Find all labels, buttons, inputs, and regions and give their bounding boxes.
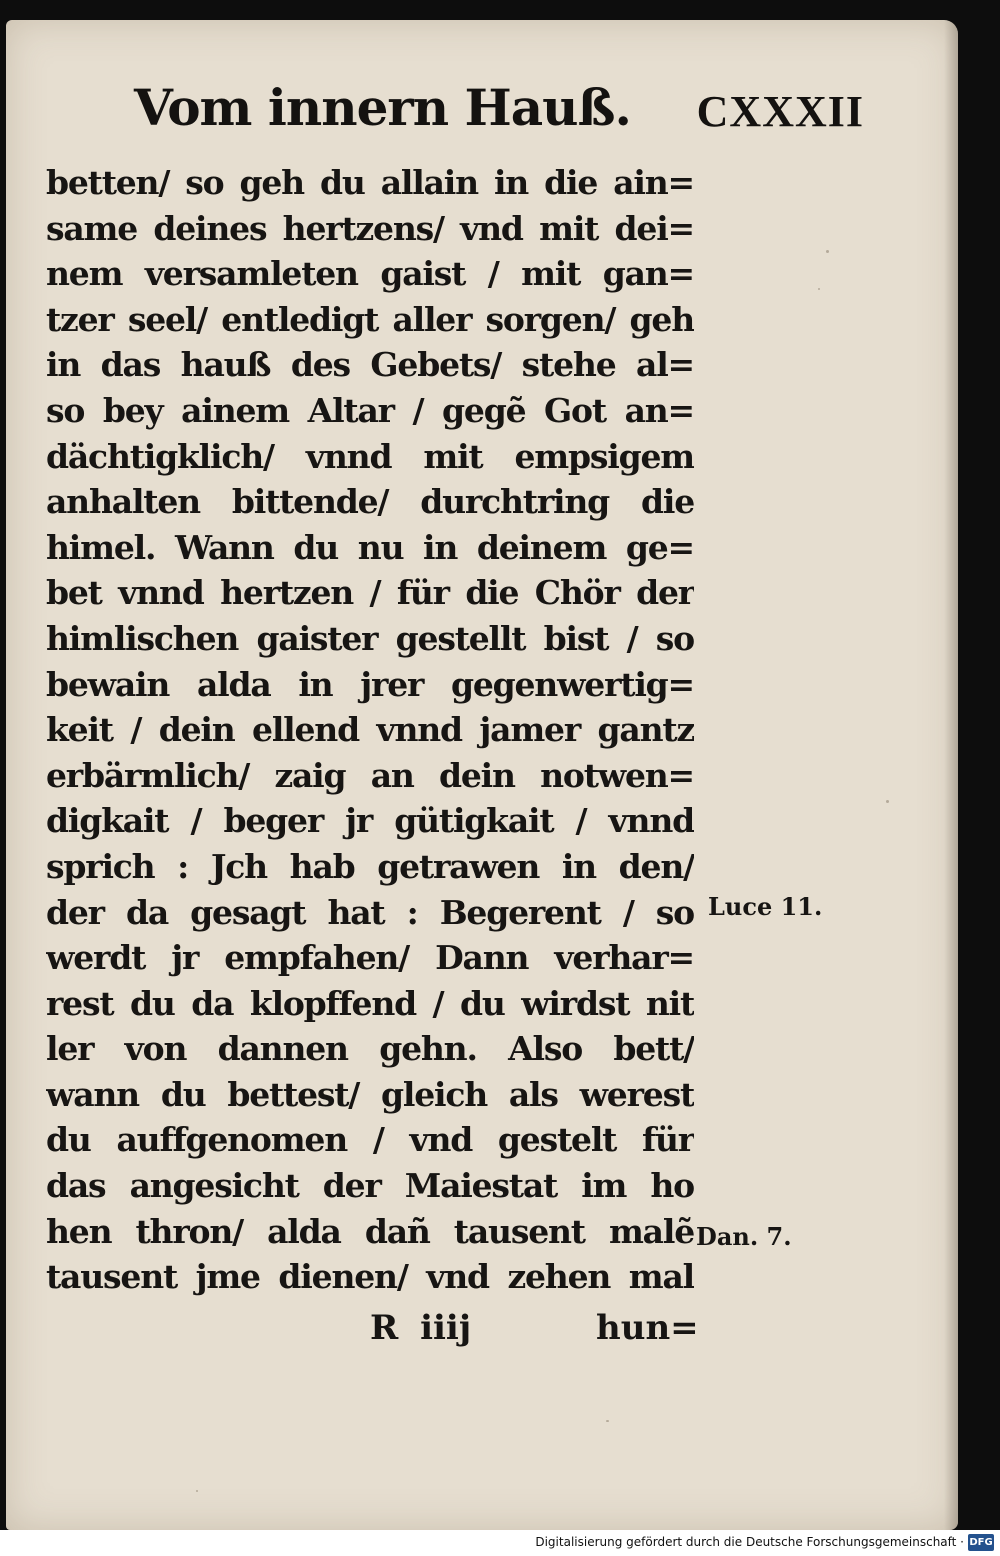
body-text [46,160,694,1300]
text-line: anhalten bittende/ durchtring die [46,482,694,522]
text-line: du auffgenomen / vnd gestelt für [46,1120,694,1160]
signature-mark: R iiij [370,1308,472,1348]
marginal-note-daniel: Dan. 7. [696,1222,792,1251]
text-line: wann du bettest/ gleich als werest [46,1074,694,1114]
text-line: dächtigklich/ vnnd mit empsigem [46,436,694,476]
text-line: rest du da klopffend / du wirdst nit [46,983,694,1023]
text-line: bet vnnd hertzen / für die Chör der [46,573,694,613]
text-line: ler von dannen gehn. Also bett/ [46,1029,694,1069]
text-line: betten/ so geh du allain in die ain= [46,163,694,202]
paper-speck [196,1490,198,1492]
funding-credit: Digitalisierung gefördert durch die Deutsche Forschungsgemeinschaft · [535,1535,964,1549]
text-line: sprich : Jch hab getrawen in den/ [46,846,694,886]
text-line: werdt jr empfahen/ Dann verhar= [46,938,694,978]
dfg-logo[interactable]: DFG [968,1534,994,1551]
folio-number: CXXXII [696,87,864,136]
paper-speck [606,1420,609,1422]
text-line: erbärmlich/ zaig an dein notwen= [46,755,694,795]
text-line: himel. Wann du nu in deinem ge= [46,527,694,567]
text-line: der da gesagt hat : Begerent / so [46,892,694,932]
text-line: hen thron/ alda dañ tausent malẽ [46,1211,694,1251]
text-line: keit / dein ellend vnnd jamer gantz [46,710,694,750]
text-line: so bey ainem Altar / gegẽ Got an= [46,390,694,430]
text-line: nem versamleten gaist / mit gan= [46,254,694,294]
digitization-footer [0,1530,1000,1556]
running-head-title: Vom innern Hauß. [134,78,631,137]
text-line: tausent jme dienen/ vnd zehen mal [46,1257,694,1297]
text-line: digkait / beger jr gütigkait / vnnd [46,801,694,841]
text-line: same deines hertzens/ vnd mit dei= [46,208,694,248]
text-line: das angesicht der Maiestat im ho [46,1166,694,1206]
marginal-note-luke: Luce 11. [708,892,823,921]
running-head [134,72,864,152]
text-line: in das hauß des Gebets/ stehe al= [46,345,694,385]
book-page [6,20,958,1530]
text-line: tzer seel/ entledigt aller sorgen/ geh [46,299,694,339]
paper-speck [818,288,820,290]
paper-speck [886,800,889,803]
catchword: hun= [596,1308,699,1348]
text-line: himlischen gaister gestellt bist / so [46,618,694,658]
paper-speck [826,250,829,253]
page-edge-shadow [944,20,958,1530]
text-line: bewain alda in jrer gegenwertig= [46,664,694,704]
